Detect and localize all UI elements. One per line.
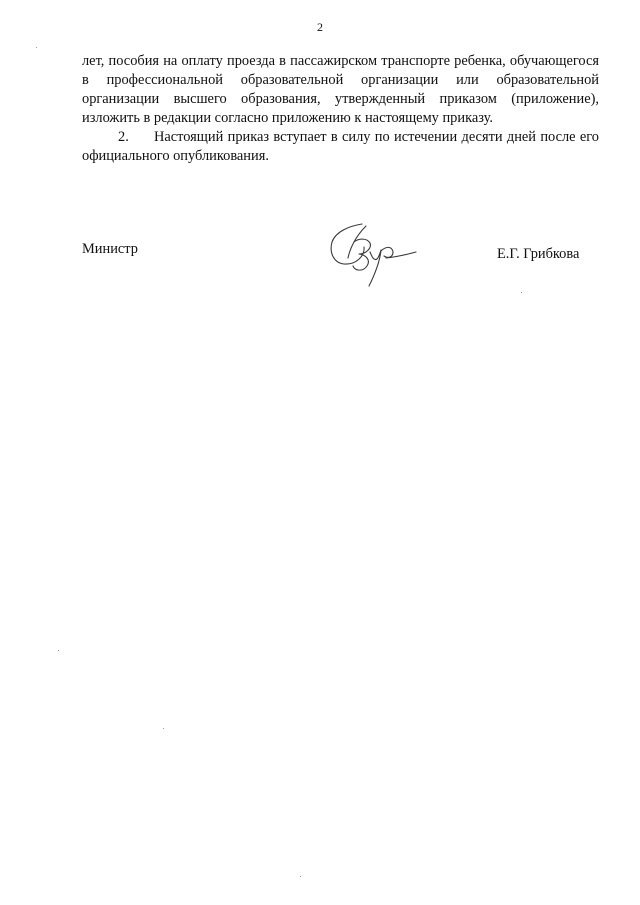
paragraph-continuation: лет, пособия на оплату проезда в пассажирском транспорте ребенка, обучающегося в профессиональной образовательной организации или образовательной организации высшего образования, утвержденный приказом (приложение), изложить в редакции согласно приложению к настоящему приказу.	[82, 53, 599, 126]
paragraph-number: 2.	[118, 129, 129, 145]
signatory-name: Е.Г. Грибкова	[497, 246, 580, 262]
paragraph-item-2	[82, 128, 599, 166]
handwritten-signature-icon	[326, 222, 418, 288]
scan-speck	[58, 650, 59, 651]
scan-speck	[521, 292, 522, 293]
scan-speck	[300, 876, 301, 877]
scan-speck	[36, 47, 37, 48]
page-number: 2	[317, 20, 323, 34]
document-body	[82, 52, 599, 166]
scan-speck	[163, 728, 164, 729]
paragraph-text: Настоящий приказ вступает в силу по истечении десяти дней после его официального опубликования.	[82, 129, 599, 164]
signatory-title: Министр	[82, 241, 138, 257]
